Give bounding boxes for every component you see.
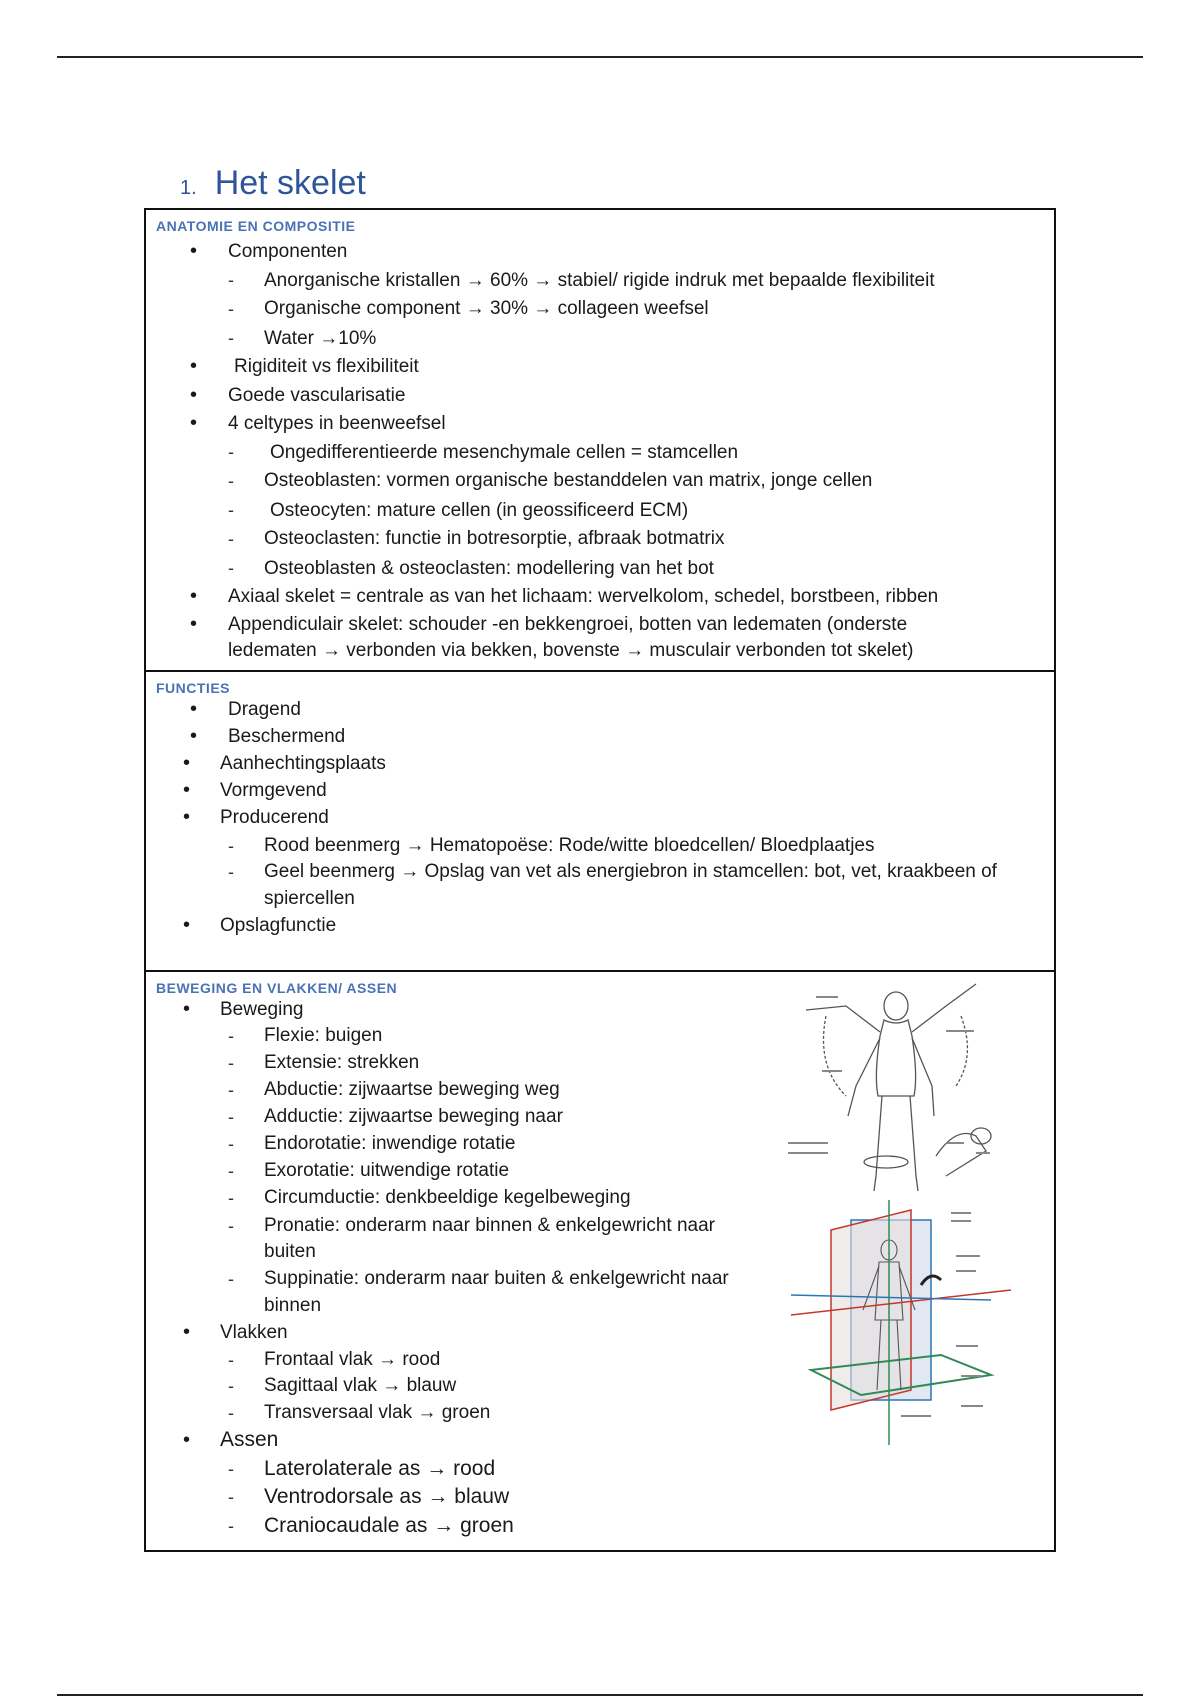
list-item: Laterolaterale as → rood: [264, 1457, 496, 1480]
list-item: Abductie: zijwaartse beweging weg: [264, 1079, 560, 1100]
list-item: Ventrodorsale as → blauw: [264, 1485, 510, 1508]
dash: -: [228, 1216, 234, 1236]
list-item: Appendiculair skelet: schouder -en bekkengroei, botten van ledematen (onderste: [228, 614, 908, 635]
dash: -: [228, 1161, 234, 1181]
list-item: Osteoclasten: functie in botresorptie, afbraak botmatrix: [264, 528, 725, 549]
bullet: •: [190, 698, 198, 720]
header-rule: [57, 56, 1143, 58]
dash: -: [228, 442, 234, 462]
bullet: •: [190, 240, 198, 262]
bullet: •: [190, 412, 198, 434]
dash: -: [228, 1080, 234, 1100]
list-item: 4 celtypes in beenweefsel: [228, 413, 446, 434]
forearm-rotation-sketch: [936, 1134, 986, 1177]
section-functies: [146, 672, 1054, 972]
figure-label-mark: [946, 1142, 964, 1144]
list-item: Goede vascularisatie: [228, 385, 406, 406]
anatomical-planes-figure: [791, 1200, 1021, 1450]
heading-title: Het skelet: [214, 164, 366, 202]
page-heading: [180, 164, 366, 203]
dash: -: [228, 1188, 234, 1208]
figure-head: [884, 992, 908, 1020]
footer-rule: [57, 1694, 1143, 1696]
dash: -: [228, 836, 234, 856]
dash: -: [228, 1350, 234, 1370]
bullet: •: [183, 998, 191, 1020]
figure-label-mark: [901, 1415, 931, 1417]
list-item: Beschermend: [228, 726, 346, 747]
list-item-continued: buiten: [264, 1241, 316, 1262]
list-item: Organische component → 30% → collageen weefsel: [264, 298, 709, 319]
dash: -: [228, 529, 234, 549]
list-item: Dragend: [228, 699, 301, 720]
figure-label-mark: [976, 1152, 990, 1154]
dash: -: [228, 1134, 234, 1154]
list-item: Flexie: buigen: [264, 1025, 383, 1046]
list-item-continued: spiercellen: [264, 888, 355, 909]
bullet: •: [190, 355, 198, 377]
list-item: Vormgevend: [220, 780, 327, 801]
bullet: •: [183, 779, 191, 801]
bullet: •: [190, 613, 198, 635]
dash: -: [228, 471, 234, 491]
figure-left-leg: [874, 1096, 882, 1191]
dash: -: [228, 270, 234, 290]
list-item: Componenten: [228, 241, 348, 262]
body-movement-figure: [786, 976, 1016, 1196]
list-item: Transversaal vlak → groen: [264, 1402, 491, 1423]
list-item: Frontaal vlak → rood: [264, 1349, 441, 1370]
figure-label-mark: [956, 1270, 976, 1272]
list-item: Axiaal skelet = centrale as van het lichaam: wervelkolom, schedel, borstbeen, ribben: [228, 586, 939, 607]
list-item: Opslagfunctie: [220, 915, 337, 936]
section-anatomie: [146, 210, 1054, 672]
section-header-beweging: BEWEGING EN VLAKKEN/ ASSEN: [156, 980, 398, 996]
dash: -: [228, 1459, 234, 1479]
bullet: •: [183, 914, 191, 936]
dash: -: [228, 1053, 234, 1073]
list-item: Beweging: [220, 999, 304, 1020]
section-beweging: [146, 972, 1054, 1550]
bullet: •: [183, 806, 191, 828]
list-item: Rigiditeit vs flexibiliteit: [234, 356, 419, 377]
figure-label-mark: [961, 1405, 983, 1407]
list-item: Suppinatie: onderarm naar buiten & enkelgewricht naar: [264, 1268, 729, 1289]
figure-torso: [876, 1020, 915, 1096]
frontal-plane: [831, 1210, 911, 1410]
bullet: •: [190, 384, 198, 406]
dash: -: [228, 299, 234, 319]
content-table: [144, 208, 1056, 1552]
figure-label-mark: [951, 1212, 971, 1214]
figure-right-leg: [910, 1096, 918, 1191]
list-item: Osteoblasten: vormen organische bestanddelen van matrix, jonge cellen: [264, 470, 873, 491]
list-item: Craniocaudale as → groen: [264, 1514, 514, 1537]
list-item: Assen: [220, 1428, 279, 1451]
list-item: Rood beenmerg → Hematopoëse: Rode/witte bloedcellen/ Bloedplaatjes: [264, 835, 875, 856]
dash: -: [228, 1269, 234, 1289]
bullet: •: [190, 725, 198, 747]
figure-label-mark: [956, 1255, 980, 1257]
dash: -: [228, 500, 234, 520]
list-item: Extensie: strekken: [264, 1052, 420, 1073]
bullet: •: [183, 1321, 191, 1343]
bullet: •: [183, 1429, 191, 1451]
figure-label-mark: [816, 996, 838, 998]
list-item: Anorganische kristallen → 60% → stabiel/ rigide indruk met bepaalde flexibiliteit: [264, 270, 935, 291]
dash: -: [228, 1107, 234, 1127]
dash: -: [228, 1487, 234, 1507]
figure-label-mark: [788, 1152, 828, 1154]
list-item: Osteocyten: mature cellen (in geossificeerd ECM): [270, 500, 689, 521]
figure-label-mark: [956, 1345, 978, 1347]
section-header-functies: FUNCTIES: [156, 680, 230, 696]
list-item: Endorotatie: inwendige rotatie: [264, 1133, 516, 1154]
figure-left-arm-down: [848, 1038, 880, 1116]
figure-label-mark: [822, 1070, 842, 1072]
hand-sketch: [971, 1128, 991, 1144]
figure-label-mark: [961, 1375, 981, 1377]
dash: -: [228, 328, 234, 348]
list-item: Adductie: zijwaartse beweging naar: [264, 1106, 563, 1127]
list-item: Water →10%: [264, 328, 377, 349]
list-item: Ongedifferentieerde mesenchymale cellen = stamcellen: [270, 442, 739, 463]
dash: -: [228, 862, 234, 882]
figure-label-mark: [946, 1030, 974, 1032]
dash: -: [228, 1516, 234, 1536]
section-header-anatomie: ANATOMIE EN COMPOSITIE: [156, 218, 356, 234]
list-item: Producerend: [220, 807, 329, 828]
bullet: •: [183, 752, 191, 774]
figure-label-mark: [951, 1220, 971, 1222]
dash: -: [228, 1376, 234, 1396]
rotation-ring: [864, 1156, 908, 1168]
figure-right-arm-raised: [912, 984, 976, 1032]
list-item-continued: binnen: [264, 1295, 322, 1316]
abduction-arc: [824, 1016, 847, 1096]
list-item: Aanhechtingsplaats: [220, 753, 386, 774]
list-item: Pronatie: onderarm naar binnen & enkelgewricht naar: [264, 1215, 715, 1236]
dash: -: [228, 1403, 234, 1423]
list-item-continued: ledematen → verbonden via bekken, bovenste → musculair verbonden tot skelet): [228, 640, 914, 661]
dash: -: [228, 558, 234, 578]
list-item: Geel beenmerg → Opslag van vet als energiebron in stamcellen: bot, vet, kraakbeen of: [264, 861, 997, 882]
list-item: Circumductie: denkbeeldige kegelbeweging: [264, 1187, 631, 1208]
list-item: Osteoblasten & osteoclasten: modellering van het bot: [264, 558, 714, 579]
list-item: Exorotatie: uitwendige rotatie: [264, 1160, 510, 1181]
figure-label-mark: [788, 1142, 828, 1144]
list-item: Vlakken: [220, 1322, 288, 1343]
heading-number: 1.: [180, 177, 197, 199]
list-item: Sagittaal vlak → blauw: [264, 1375, 457, 1396]
adduction-arc: [956, 1016, 967, 1086]
bullet: •: [190, 585, 198, 607]
dash: -: [228, 1026, 234, 1046]
figure-left-arm-raised: [806, 1006, 880, 1032]
